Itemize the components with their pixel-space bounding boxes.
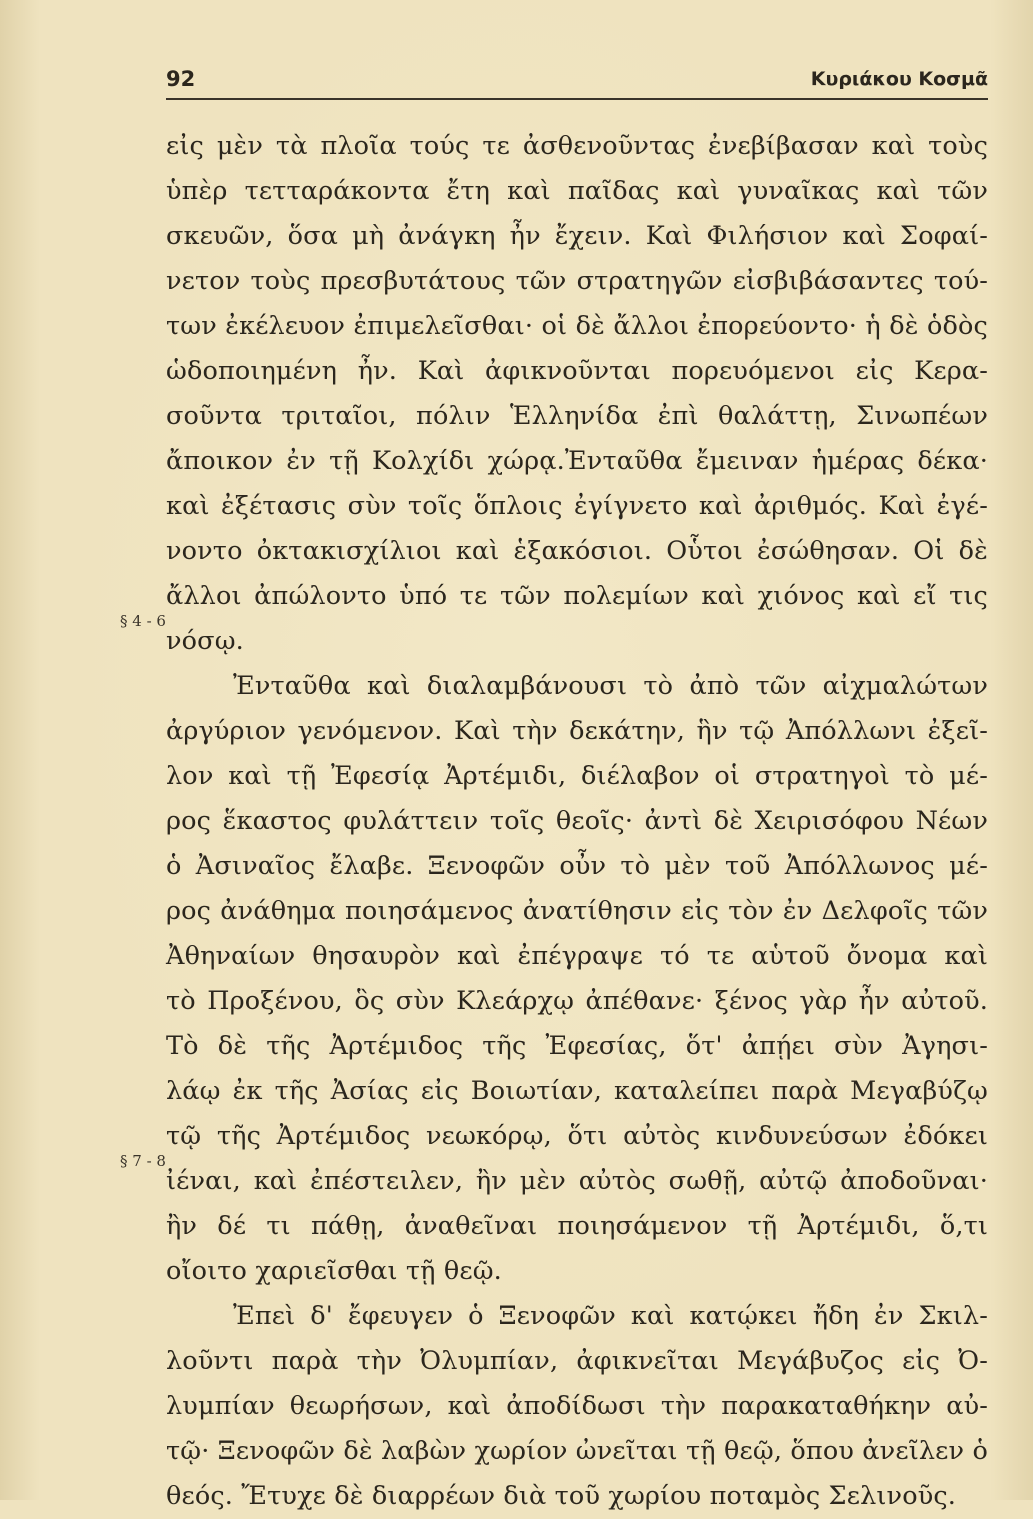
text-line: τῷ τῆς Ἀρτέμιδος νεωκόρῳ, ὅτι αὐτὸς κινδυνεύσων ἐδόκει [166, 1121, 988, 1151]
text-line: ἰέναι, καὶ ἐπέστειλεν, ἢν μὲν αὐτὸς σωθῇ, αὐτῷ ἀποδοῦναι· [166, 1166, 988, 1196]
text-line: των ἐκέλευον ἐπιμελεῖσθαι· οἱ δὲ ἄλλοι ἐπορεύοντο· ἡ δὲ ὁδὸς [166, 311, 988, 341]
text-line: ἢν δέ τι πάθῃ, ἀναθεῖναι ποιησάμενον τῇ Ἀρτέμιδι, ὅ,τι [166, 1211, 988, 1241]
text-line: ἀργύριον γενόμενον. Καὶ τὴν δεκάτην, ἣν τῷ Ἀπόλλωνι ἐξεῖ- [166, 716, 988, 746]
text-line: Ἐνταῦθα καὶ διαλαμβάνουσι τὸ ἀπὸ τῶν αἰχμαλώτων [233, 671, 988, 701]
text-line: νοντο ὀκτακισχίλιοι καὶ ἑξακόσιοι. Οὗτοι ἐσώθησαν. Οἱ δὲ [166, 536, 988, 566]
text-line: ρος ἀνάθημα ποιησάμενος ἀνατίθησιν εἰς τὸν ἐν Δελφοῖς τῶν [166, 896, 988, 926]
text-line: σοῦντα τριταῖοι, πόλιν Ἑλληνίδα ἐπὶ θαλάττῃ, Σινωπέων [166, 401, 988, 431]
text-line: θεός. Ἔτυχε δὲ διαρρέων διὰ τοῦ χωρίου ποταμὸς Σελινοῦς. [166, 1481, 957, 1511]
text-line: σκευῶν, ὅσα μὴ ἀνάγκη ἦν ἔχειν. Καὶ Φιλήσιον καὶ Σοφαί- [166, 221, 988, 251]
text-line: νόσῳ. [166, 626, 244, 656]
text-line: ὡδοποιημένη ἦν. Καὶ ἀφικνοῦνται πορευόμενοι εἰς Κερα- [166, 356, 988, 386]
text-line: ὁ Ἀσιναῖος ἔλαβε. Ξενοφῶν οὖν τὸ μὲν τοῦ Ἀπόλλωνος μέ- [166, 851, 988, 881]
text-line: νετον τοὺς πρεσβυτάτους τῶν στρατηγῶν εἰσβιβάσαντες τού- [166, 266, 988, 296]
page-header [166, 66, 988, 100]
text-line: Ἀθηναίων θησαυρὸν καὶ ἐπέγραψε τό τε αὑτοῦ ὄνομα καὶ [166, 941, 988, 971]
marginal-section-ref: § 4 - 6 [120, 612, 166, 630]
text-line: λυμπίαν θεωρήσων, καὶ ἀποδίδωσι τὴν παρακαταθήκην αὐ- [166, 1391, 988, 1421]
text-line: ὑπὲρ τετταράκοντα ἔτη καὶ παῖδας καὶ γυναῖκας καὶ τῶν [166, 176, 988, 206]
text-line: τῷ· Ξενοφῶν δὲ λαβὼν χωρίον ὠνεῖται τῇ θεῷ, ὅπου ἀνεῖλεν ὁ [166, 1436, 988, 1466]
text-line: ἄλλοι ἀπώλοντο ὑπό τε τῶν πολεμίων καὶ χιόνος καὶ εἴ τις [166, 581, 988, 611]
text-line: οἴοιτο χαριεῖσθαι τῇ θεῷ. [166, 1256, 502, 1286]
text-line: λοῦντι παρὰ τὴν Ὀλυμπίαν, ἀφικνεῖται Μεγάβυζος εἰς Ὀ- [166, 1346, 988, 1376]
body-text [166, 124, 988, 1519]
page-number: 92 [166, 67, 196, 91]
text-line: καὶ ἐξέτασις σὺν τοῖς ὅπλοις ἐγίγνετο καὶ ἀριθμός. Καὶ ἐγέ- [166, 491, 988, 521]
text-line: ρος ἕκαστος φυλάττειν τοῖς θεοῖς· ἀντὶ δὲ Χειρισόφου Νέων [166, 806, 988, 836]
text-line: Τὸ δὲ τῆς Ἀρτέμιδος τῆς Ἐφεσίας, ὅτ' ἀπῄει σὺν Ἀγησι- [166, 1031, 988, 1061]
text-line: ἄποικον ἐν τῇ Κολχίδι χώρᾳ.Ἐνταῦθα ἔμειναν ἡμέρας δέκα· [166, 446, 988, 476]
text-line: εἰς μὲν τὰ πλοῖα τούς τε ἀσθενοῦντας ἐνεβίβασαν καὶ τοὺς [166, 131, 988, 161]
text-line: τὸ Προξένου, ὃς σὺν Κλεάρχῳ ἀπέθανε· ξένος γὰρ ἦν αὐτοῦ. [166, 986, 988, 1016]
running-head: Κυριάκου Κοσμᾶ [810, 68, 988, 90]
text-line: λάῳ ἐκ τῆς Ἀσίας εἰς Βοιωτίαν, καταλείπει παρὰ Μεγαβύζῳ [166, 1076, 988, 1106]
text-line: Ἐπεὶ δ' ἔφευγεν ὁ Ξενοφῶν καὶ κατῴκει ἤδη ἐν Σκιλ- [233, 1301, 988, 1331]
text-line: λον καὶ τῇ Ἐφεσίᾳ Ἀρτέμιδι, διέλαβον οἱ στρατηγοὶ τὸ μέ- [166, 761, 988, 791]
marginal-section-ref: § 7 - 8 [120, 1152, 166, 1170]
